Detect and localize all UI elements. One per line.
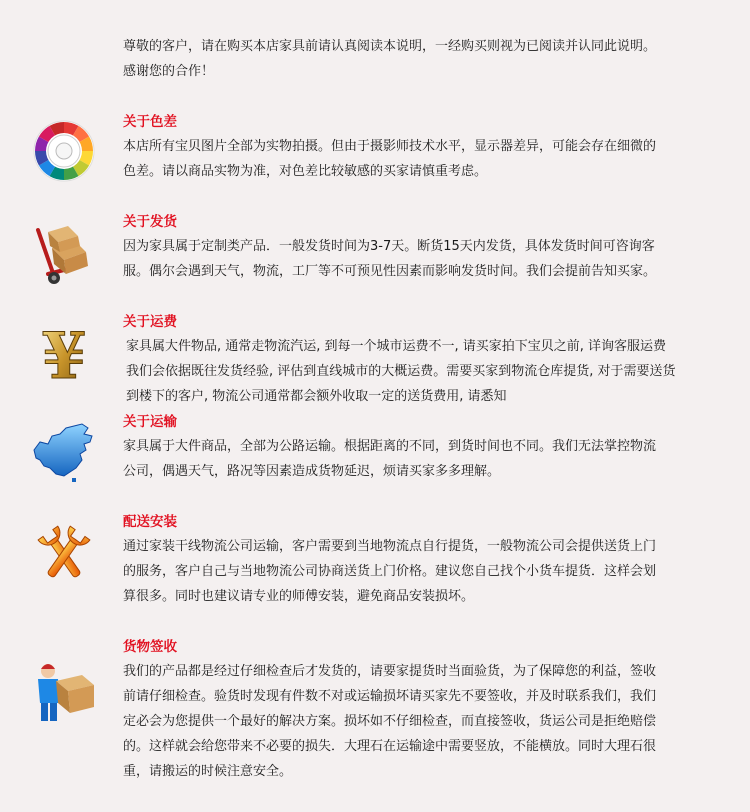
body-line: 家具属大件物品, 通常走物流汽运, 到每一个城市运费不一, 请买家拍下宝贝之前, 详询客服运费 [126, 339, 667, 354]
china-map-icon [30, 420, 98, 488]
body-line: 因为家具属于定制类产品．一般发货时间为3-7天。断货15天内发货，具体发货时间可咨询客 [123, 239, 655, 254]
body-line: 重，请搬运的时候注意安全。 [123, 764, 293, 779]
section-body [123, 234, 703, 284]
section-body [123, 659, 703, 784]
delivery-man-icon [30, 657, 98, 725]
section-heading: 关于运输 [123, 414, 177, 430]
section-heading: 关于色差 [123, 114, 177, 130]
body-line: 本店所有宝贝图片全部为实物拍摄。但由于摄影师技术水平，显示器差异，可能会存在细微的 [123, 139, 657, 154]
hand-truck-icon [30, 218, 98, 286]
body-line: 定必会为您提供一个最好的解决方案。损坏如不仔细检查，而直接签收，货运公司是拒绝赔偿 [123, 714, 657, 729]
body-line: 前请仔细检查。验货时发现有件数不对或运输损坏请买家先不要签收，并及时联系我们，我们 [123, 689, 657, 704]
body-line: 服。偶尔会遇到天气，物流，工厂等不可预见性因素而影响发货时间。我们会提前告知买家。 [123, 264, 657, 279]
body-line: 公司，偶遇天气，路况等因素造成货物延迟，烦请买家多多理解。 [123, 464, 501, 479]
body-line: 的。这样就会给您带来不必要的损失．大理石在运输途中需要竖放，不能横放。同时大理石很 [123, 739, 657, 754]
section-heading: 配送安装 [123, 514, 177, 530]
section-heading: 货物签收 [123, 639, 177, 655]
wrench-icon [30, 522, 98, 590]
body-line: 通过家装干线物流公司运输，客户需要到当地物流点自行提货，一般物流公司会提供送货上门 [123, 539, 657, 554]
svg-text:¥: ¥ [41, 320, 87, 388]
section-heading: 关于运费 [123, 314, 177, 330]
body-line: 家具属于大件商品，全部为公路运输。根据距离的不同，到货时间也不同。我们无法掌控物流 [123, 439, 657, 454]
body-line: 我们会依据既往发货经验, 评估到直线城市的大概运费。需要买家到物流仓库提货, 对于需要送货 [126, 364, 676, 379]
section-body [123, 534, 703, 609]
body-line: 色差。请以商品实物为准，对色差比较敏感的买家请慎重考虑。 [123, 164, 488, 179]
color-wheel-icon [30, 117, 98, 185]
intro-text [123, 34, 723, 84]
body-line: 到楼下的客户, 物流公司通常都会额外收取一定的送货费用, 请悉知 [126, 389, 507, 404]
intro-thanks: 感谢您的合作！ [123, 64, 215, 79]
section-body [126, 334, 706, 409]
body-line: 算很多。同时也建议请专业的师傅安装，避免商品安装损坏。 [123, 589, 475, 604]
body-line: 的服务，客户自己与当地物流公司协商送货上门价格。建议您自己找个小货车提货．这样会划 [123, 564, 657, 579]
section-body [123, 134, 703, 184]
intro-line: 尊敬的客户，请在购买本店家具前请认真阅读本说明，一经购买则视为已阅读并认同此说明。 [123, 39, 657, 54]
section-heading: 关于发货 [123, 214, 177, 230]
yen-icon [30, 320, 98, 388]
body-line: 我们的产品都是经过仔细检查后才发货的，请要家提货时当面验货，为了保障您的利益，签收 [123, 664, 657, 679]
section-body [123, 434, 703, 484]
